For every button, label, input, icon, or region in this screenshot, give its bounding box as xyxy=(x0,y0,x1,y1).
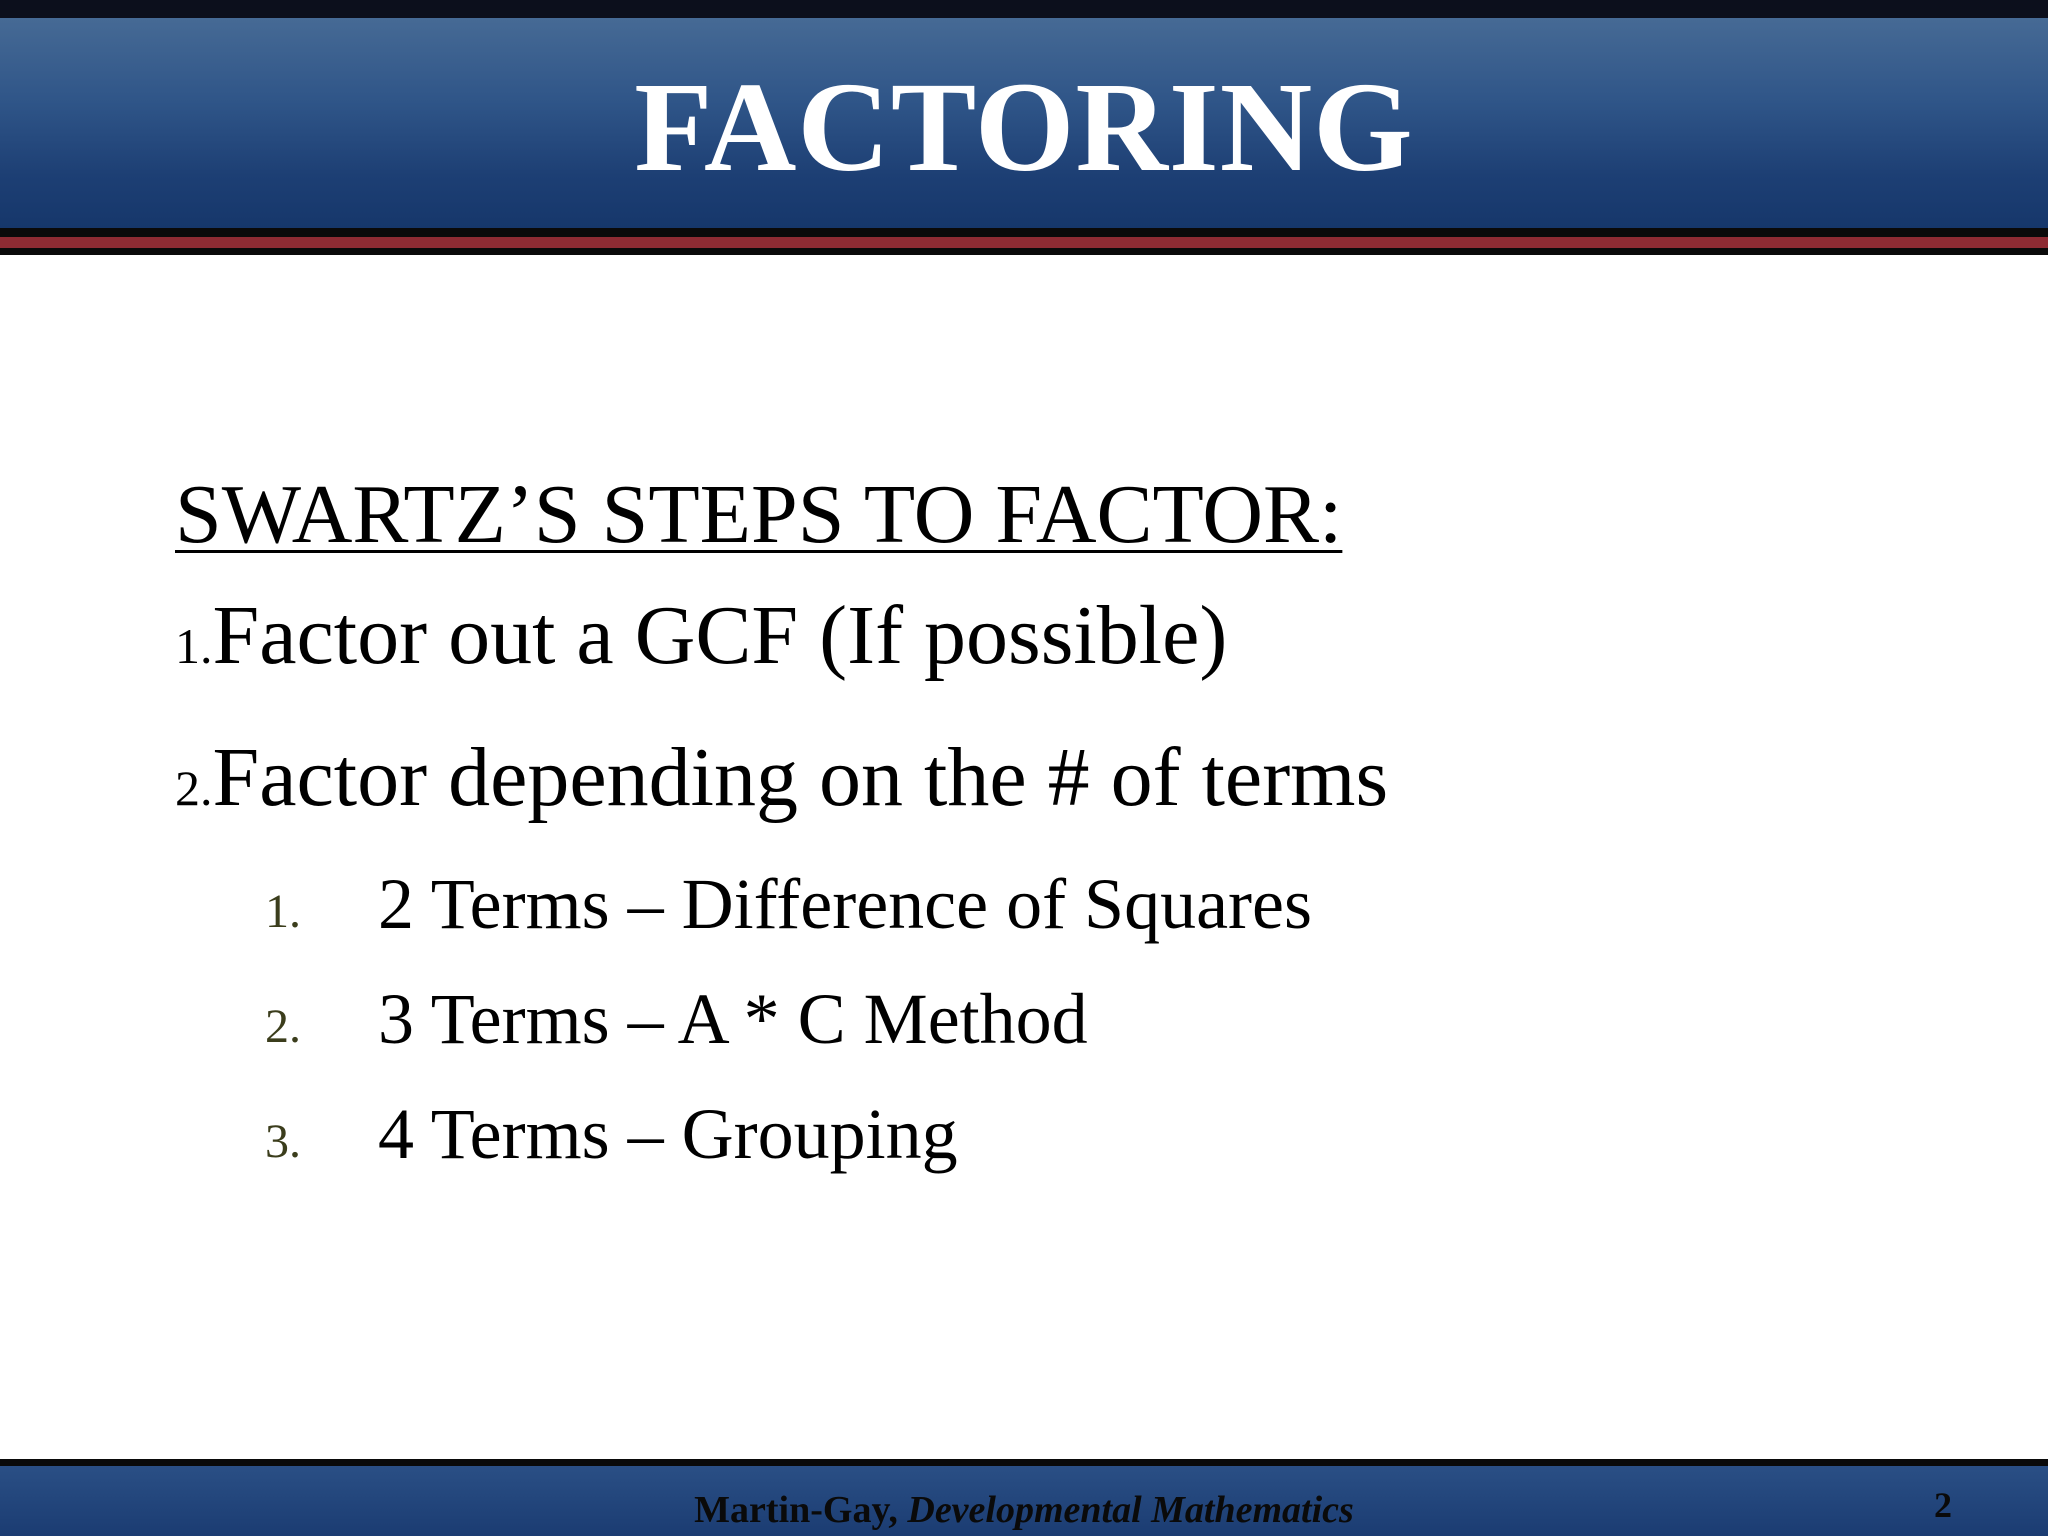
step-text: Factor depending on the # of terms xyxy=(212,731,1389,824)
substep-3 xyxy=(175,1084,1875,1199)
header-rule-red xyxy=(0,237,2048,248)
substep-2 xyxy=(175,969,1875,1084)
substep-number: 1. xyxy=(265,885,301,938)
page-number: 2 xyxy=(1934,1485,1952,1525)
step-text: Factor out a GCF (If possible) xyxy=(212,589,1228,682)
step-number: 1. xyxy=(175,618,213,674)
footer-rule xyxy=(0,1459,2048,1466)
step-number: 2. xyxy=(175,760,213,816)
step-2 xyxy=(175,712,1875,854)
footer-author: Martin-Gay, xyxy=(694,1489,908,1531)
header-rule-black-top xyxy=(0,228,2048,237)
substep-text: 2 Terms – Difference of Squares xyxy=(378,864,1312,944)
steps-heading: SWARTZ’S STEPS TO FACTOR: xyxy=(175,468,1343,561)
footer-credit xyxy=(0,1487,2048,1533)
substep-number: 3. xyxy=(265,1115,301,1168)
slide-body xyxy=(175,460,1875,1199)
header-rule-black-bottom xyxy=(0,248,2048,255)
top-edge-bar xyxy=(0,0,2048,18)
substep-text: 3 Terms – A * C Method xyxy=(378,979,1088,1059)
footer-book-title: Developmental Mathematics xyxy=(907,1489,1354,1531)
substep-number: 2. xyxy=(265,1000,301,1053)
substep-text: 4 Terms – Grouping xyxy=(378,1094,958,1174)
step-1 xyxy=(175,570,1875,712)
slide-title: FACTORING xyxy=(634,56,1414,198)
substep-1 xyxy=(175,854,1875,969)
